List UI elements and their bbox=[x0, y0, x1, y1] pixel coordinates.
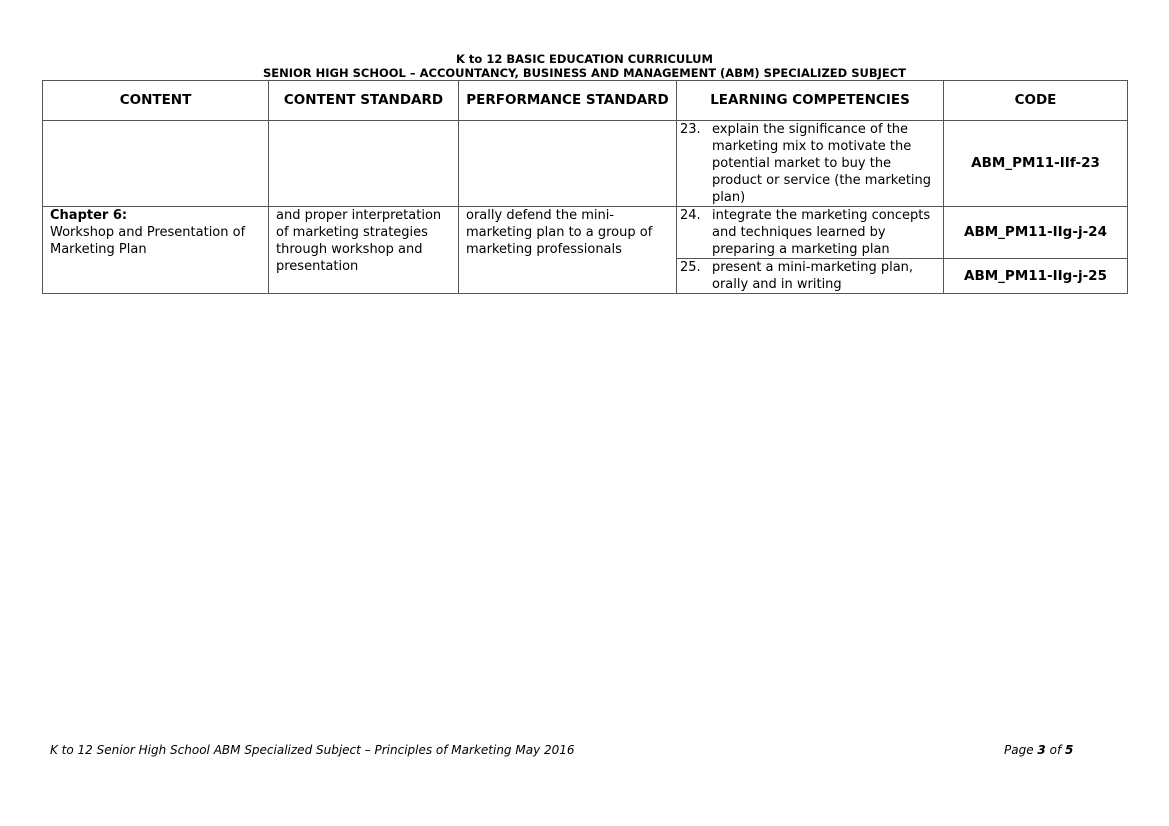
page-label: Page bbox=[1004, 743, 1034, 757]
chapter-title: Chapter 6: bbox=[50, 208, 128, 223]
header-title: K to 12 BASIC EDUCATION CURRICULUM bbox=[456, 52, 713, 66]
column-header-code: CODE bbox=[944, 81, 1128, 121]
content-cell bbox=[43, 207, 269, 294]
competency-item bbox=[680, 121, 943, 206]
code-cell: ABM_PM11-IIf-23 bbox=[944, 121, 1128, 207]
competency-text: integrate the marketing concepts and techniques learned by preparing a marketing plan bbox=[712, 208, 931, 257]
performance-standard-cell bbox=[459, 121, 677, 207]
content-cell bbox=[43, 121, 269, 207]
competency-number: 23. bbox=[680, 122, 701, 137]
page-current: 3 bbox=[1037, 743, 1046, 757]
document-header bbox=[0, 52, 1169, 80]
competency-cell bbox=[677, 207, 944, 259]
content-standard-cell: and proper interpretation of marketing strategies through workshop and presentation bbox=[269, 207, 459, 294]
table-row bbox=[43, 207, 1128, 259]
code-cell: ABM_PM11-IIg-j-25 bbox=[944, 259, 1128, 294]
content-standard-cell bbox=[269, 121, 459, 207]
performance-standard-cell: orally defend the mini-marketing plan to a group of marketing professionals bbox=[459, 207, 677, 294]
column-header-content-standard: CONTENT STANDARD bbox=[269, 81, 459, 121]
competency-text: explain the significance of the marketing mix to motivate the potential market to buy the product or service (the marketing plan) bbox=[712, 122, 932, 205]
table-header-row bbox=[43, 81, 1128, 121]
page-total: 5 bbox=[1065, 743, 1074, 757]
curriculum-table bbox=[42, 80, 1128, 294]
competency-number: 25. bbox=[680, 260, 701, 275]
column-header-performance-standard: PERFORMANCE STANDARD bbox=[459, 81, 677, 121]
footer-document-title: K to 12 Senior High School ABM Specialized Subject – Principles of Marketing May 2016 bbox=[50, 743, 575, 757]
competency-number: 24. bbox=[680, 208, 701, 223]
column-header-content: CONTENT bbox=[43, 81, 269, 121]
competency-item bbox=[680, 207, 943, 258]
footer-page-number bbox=[1004, 743, 1073, 757]
code-cell: ABM_PM11-IIg-j-24 bbox=[944, 207, 1128, 259]
page-of-label: of bbox=[1049, 743, 1062, 757]
competency-cell bbox=[677, 259, 944, 294]
competency-cell bbox=[677, 121, 944, 207]
column-header-learning-competencies: LEARNING COMPETENCIES bbox=[677, 81, 944, 121]
table-row bbox=[43, 121, 1128, 207]
chapter-text: Workshop and Presentation of Marketing Plan bbox=[50, 225, 246, 257]
competency-text: present a mini-marketing plan, orally and in writing bbox=[712, 260, 914, 292]
header-subtitle: SENIOR HIGH SCHOOL – ACCOUNTANCY, BUSINESS AND MANAGEMENT (ABM) SPECIALIZED SUBJECT bbox=[262, 66, 907, 80]
competency-item bbox=[680, 259, 943, 293]
